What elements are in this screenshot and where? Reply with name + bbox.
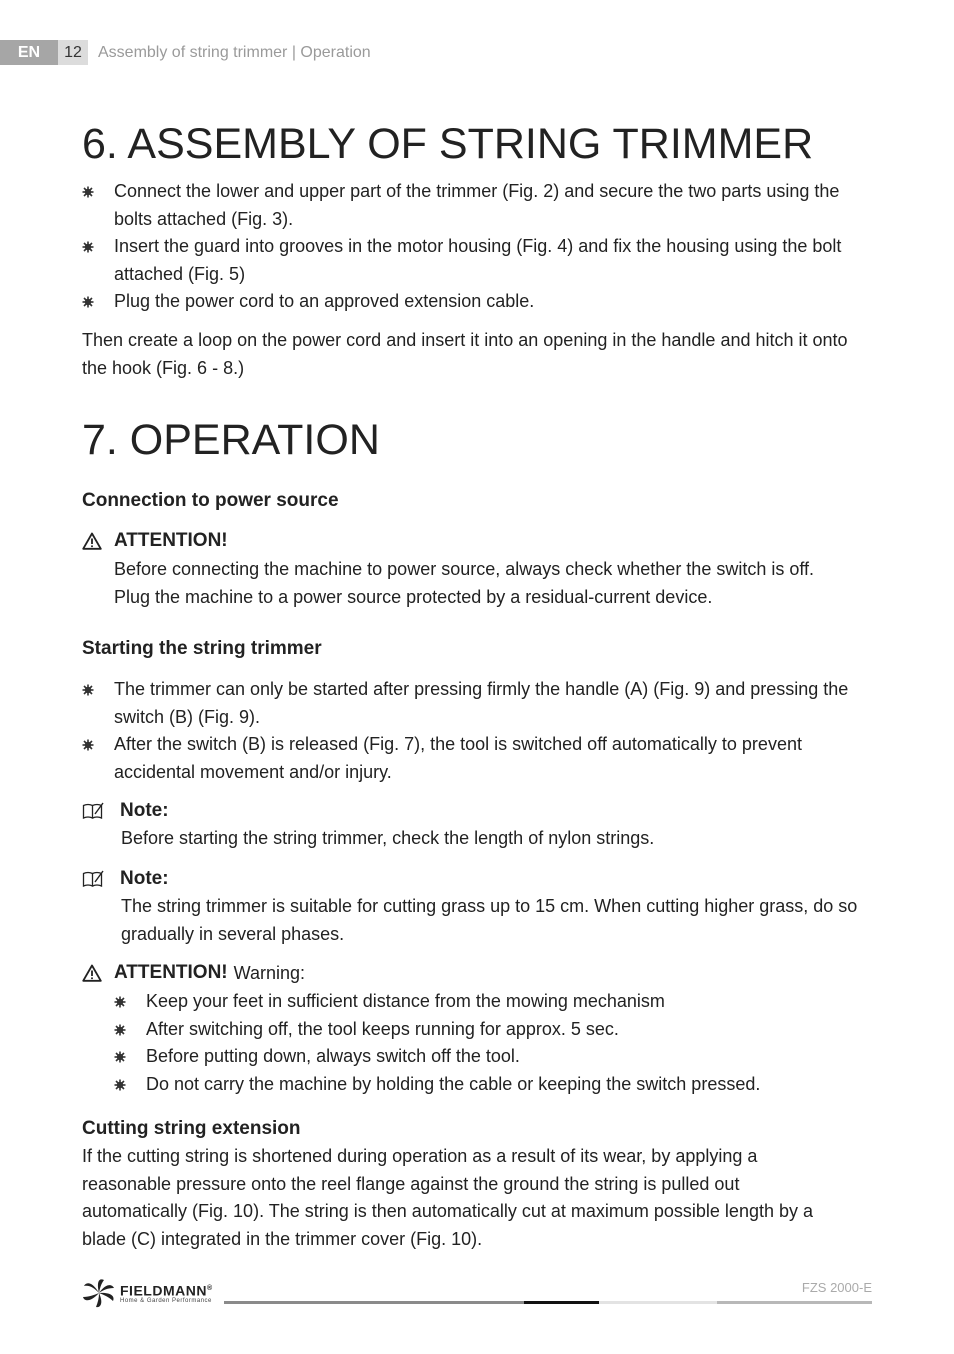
flower-bullet-icon: [82, 739, 94, 751]
bullet-text: After the switch (B) is released (Fig. 7), the tool is switched off automatically to prevent accidental movement and/or injury.: [114, 734, 802, 782]
bullet-text: Insert the guard into grooves in the motor housing (Fig. 4) and fix the housing using the bolt attached (Fig. 5): [114, 236, 842, 284]
warning-triangle-icon: [82, 532, 102, 550]
cutting-paragraph: If the cutting string is shortened during operation as a result of its wear, by applying a reasonable pressure onto the reel flange against the ground the string is pulled out automatically (Fig. 10). The string is then automatically cut at maximum possible length by a blade (C) integrated in the trimmer cover (Fig. 10).: [82, 1146, 813, 1249]
bullet-text: Plug the power cord to an approved extension cable.: [114, 291, 535, 311]
note-label: Note:: [120, 868, 169, 889]
page-number: 12: [58, 40, 88, 65]
list-item: [114, 1043, 872, 1071]
warning-suffix: Warning:: [233, 962, 305, 983]
bullet-text: Keep your feet in sufficient distance from the mowing mechanism: [146, 991, 665, 1011]
footer-divider: [524, 1301, 599, 1304]
list-item: [82, 233, 872, 288]
list-item: [114, 988, 872, 1016]
assembly-paragraph: Then create a loop on the power cord and insert it into an opening in the handle and hitch it onto the hook (Fig. 6 - 8.): [82, 330, 848, 378]
section-6-heading: 6. ASSEMBLY OF STRING TRIMMER: [82, 120, 814, 168]
warning-triangle-icon: [82, 964, 102, 982]
brand-wordmark: FIELDMANN: [120, 1282, 207, 1299]
trademark-symbol: ®: [206, 1285, 213, 1293]
bullet-text: The trimmer can only be started after pressing firmly the handle (A) (Fig. 9) and pressing the switch (B) (Fig. 9).: [114, 679, 849, 727]
footer-divider: [599, 1301, 717, 1304]
section-7-heading: 7. OPERATION: [82, 416, 380, 464]
attention-label: ATTENTION!: [114, 962, 228, 983]
note-label: Note:: [120, 800, 169, 821]
bullet-text: After switching off, the tool keeps running for approx. 5 sec.: [146, 1018, 619, 1039]
footer-divider: [224, 1301, 524, 1304]
bullet-text: Before putting down, always switch off the tool.: [146, 1046, 520, 1066]
connection-subheading: Connection to power source: [82, 490, 339, 511]
fieldmann-logo-icon: [82, 1278, 116, 1308]
bullet-text: Do not carry the machine by holding the cable or keeping the switch pressed.: [146, 1073, 761, 1094]
flower-bullet-icon: [82, 684, 94, 696]
header-title: Assembly of string trimmer | Operation: [98, 43, 371, 61]
note-book-icon: [82, 802, 104, 820]
attention-line: Before connecting the machine to power source, always check whether the switch is off.: [114, 559, 815, 579]
brand-text: [120, 1282, 213, 1304]
brand-tagline: Home & Garden Performance: [120, 1297, 212, 1304]
flower-bullet-icon: [114, 1051, 126, 1063]
list-item: [82, 676, 872, 731]
attention-label: ATTENTION!: [114, 530, 228, 551]
brand-name: [120, 1282, 213, 1298]
note-text: Before starting the string trimmer, check the length of nylon strings.: [121, 828, 655, 848]
list-item: [114, 1016, 872, 1044]
starting-bullet-list: [82, 676, 872, 786]
connection-attention: [82, 530, 228, 552]
note-1: [82, 800, 169, 822]
list-item: [82, 288, 872, 316]
attention-text: [82, 556, 874, 611]
list-item: [82, 178, 872, 233]
warning-bullet-list: [114, 988, 872, 1098]
brand-logo: [82, 1278, 213, 1308]
bullet-text: Connect the lower and upper part of the trimmer (Fig. 2) and secure the two parts using the bolts attached (Fig. 3).: [114, 181, 840, 229]
flower-bullet-icon: [82, 296, 94, 308]
flower-bullet-icon: [114, 1079, 126, 1091]
list-item: [82, 731, 872, 786]
note-2: [82, 868, 169, 890]
page-header: [0, 40, 371, 65]
flower-bullet-icon: [82, 241, 94, 253]
starting-subheading: Starting the string trimmer: [82, 638, 322, 659]
model-number: FZS 2000-E: [801, 1280, 872, 1295]
flower-bullet-icon: [114, 1024, 126, 1036]
flower-bullet-icon: [114, 996, 126, 1008]
note-text: The string trimmer is suitable for cutting grass up to 15 cm. When cutting higher grass, do so gradually in several phases.: [121, 896, 858, 944]
assembly-bullet-list: [82, 178, 872, 316]
cutting-subheading: Cutting string extension: [82, 1118, 301, 1139]
list-item: [114, 1071, 872, 1099]
footer-divider: [717, 1301, 872, 1304]
note-book-icon: [82, 870, 104, 888]
warning-attention: [82, 962, 305, 984]
attention-line: Plug the machine to a power source protected by a residual-current device.: [114, 586, 713, 607]
language-badge: EN: [0, 40, 58, 65]
flower-bullet-icon: [82, 186, 94, 198]
